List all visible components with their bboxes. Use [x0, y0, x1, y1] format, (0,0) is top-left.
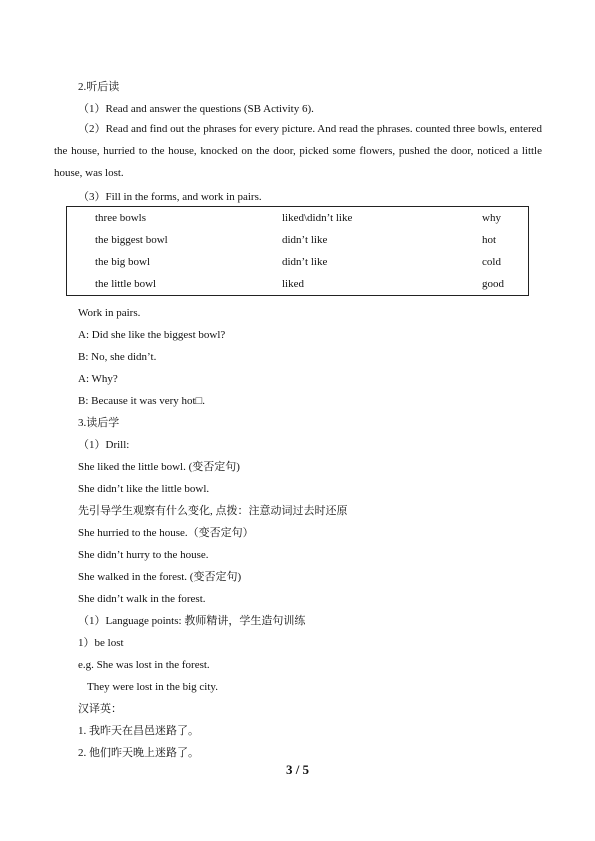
dialogue-line: A: Did she like the biggest bowl? — [78, 329, 226, 341]
drill-line: She hurried to the house.（变否定句） — [78, 527, 254, 539]
example-sentence: They were lost in the big city. — [87, 681, 218, 693]
table-cell: liked\didn’t like — [282, 212, 353, 224]
table-cell: good — [482, 278, 504, 290]
table-cell: didn’t like — [282, 256, 328, 268]
example-sentence: e.g. She was lost in the forest. — [78, 659, 210, 671]
page-number: 3 / 5 — [285, 762, 310, 777]
drill-title: （1）Drill: — [78, 439, 130, 451]
table-row — [67, 229, 529, 251]
bowls-table — [66, 206, 529, 296]
item-read-answer: （1）Read and answer the questions (SB Activity 6). — [78, 103, 314, 115]
item-fill-forms: （3）Fill in the forms, and work in pairs. — [78, 191, 262, 203]
be-lost-heading: 1）be lost — [78, 637, 124, 649]
table-cell: why — [482, 212, 501, 224]
language-points: （1）Language points: 教师精讲，学生造句训练 — [78, 615, 306, 627]
drill-line: She didn’t walk in the forest. — [78, 593, 206, 605]
translate-item: 2. 他们昨天晚上迷路了。 — [78, 747, 199, 759]
translate-title: 汉译英： — [78, 703, 122, 715]
drill-line: She didn’t like the little bowl. — [78, 483, 210, 495]
drill-line: She liked the little bowl. (变否定句) — [78, 461, 240, 473]
dialogue-line: B: No, she didn’t. — [78, 351, 157, 363]
table-cell: the big bowl — [95, 256, 150, 268]
section-2-heading: 2.听后读 — [78, 81, 120, 93]
dialogue-line: B: Because it was very hot□. — [78, 395, 206, 407]
drill-line: She didn’t hurry to the house. — [78, 549, 209, 561]
table-cell: hot — [482, 234, 497, 246]
table-cell: cold — [482, 256, 501, 268]
table-cell: didn’t like — [282, 234, 328, 246]
table-row — [67, 207, 529, 230]
drill-line: 先引导学生观察有什么变化, 点拨：注意动词过去时还原 — [78, 505, 348, 517]
table-row — [67, 251, 529, 273]
drill-line: She walked in the forest. (变否定句) — [78, 571, 242, 583]
table-cell: three bowls — [95, 212, 147, 224]
section-3-heading: 3.读后学 — [78, 417, 120, 429]
table-row — [67, 273, 529, 296]
dialogue-line: A: Why? — [78, 373, 118, 385]
table-cell: liked — [282, 278, 304, 290]
translate-item: 1. 我昨天在昌邑迷路了。 — [78, 725, 199, 737]
work-in-pairs-title: Work in pairs. — [78, 307, 141, 319]
table-cell: the little bowl — [95, 278, 157, 290]
item-find-phrases: （2）Read and find out the phrases for every picture. And read the phrases. counted three bowls, entered the house, hurried to the house, knocked on the door, picked some flowers, pushed the door, noticed a little house, was lost. — [54, 123, 542, 179]
table-cell: the biggest bowl — [95, 234, 168, 246]
